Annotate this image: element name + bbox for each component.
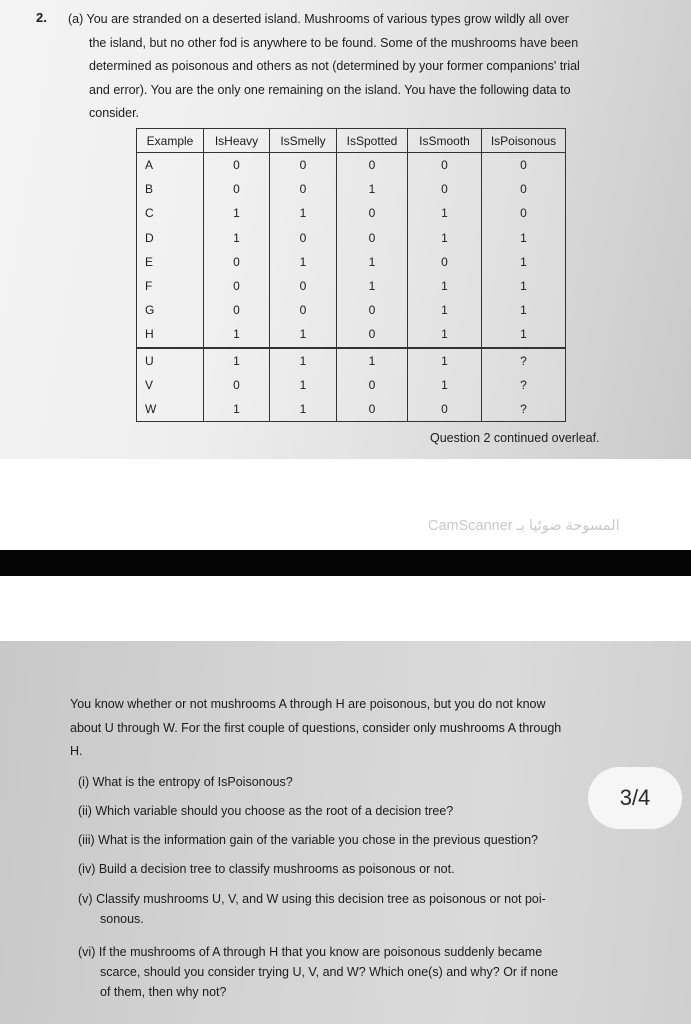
table-cell: 1 [482, 298, 566, 322]
sub-question-label: (i) [78, 775, 90, 789]
sub-question-i [78, 775, 293, 789]
table-cell: 0 [204, 373, 270, 397]
sub-question-label: (iii) [78, 833, 95, 847]
table-cell: 1 [337, 348, 408, 373]
table-cell: ? [482, 373, 566, 397]
table-cell: 0 [482, 153, 566, 178]
table-cell: 1 [270, 322, 337, 347]
table-cell: 1 [408, 274, 482, 298]
table-row [137, 274, 566, 298]
sub-question-label: (v) [78, 892, 93, 906]
question-part-a [68, 8, 628, 126]
table-cell: 0 [408, 250, 482, 274]
table-cell: 1 [337, 250, 408, 274]
table-cell: 1 [337, 274, 408, 298]
sub-question-label: (iv) [78, 862, 96, 876]
table-cell: 0 [204, 250, 270, 274]
table-cell: 0 [204, 153, 270, 178]
sub-question-iv [78, 862, 455, 876]
table-header-row [137, 129, 566, 153]
example-label-cell: D [137, 226, 204, 250]
table-row [137, 153, 566, 178]
table-cell: 1 [482, 322, 566, 347]
table-header: IsSpotted [337, 129, 408, 153]
example-label-cell: U [137, 348, 204, 373]
camscanner-watermark: CamScanner المسوحة ضوئيا بـ [428, 518, 620, 534]
table-row [137, 298, 566, 322]
table-cell: ? [482, 348, 566, 373]
question-text-line: the island, but no other fod is anywhere to be found. Some of the mushrooms have been [89, 35, 579, 50]
table-cell: 1 [408, 226, 482, 250]
table-cell: 0 [270, 153, 337, 178]
table-cell: 1 [270, 373, 337, 397]
table-cell: 1 [482, 226, 566, 250]
table-cell: 0 [270, 274, 337, 298]
table-cell: 1 [408, 201, 482, 225]
sub-question-continuation: sonous. [100, 912, 144, 926]
example-label-cell: H [137, 322, 204, 347]
table-row [137, 226, 566, 250]
table-row [137, 201, 566, 225]
table-cell: 1 [270, 250, 337, 274]
intro-text-line: H. [70, 744, 83, 758]
table-cell: 0 [337, 373, 408, 397]
table-cell: 0 [337, 201, 408, 225]
table-cell: 1 [204, 397, 270, 422]
example-label-cell: A [137, 153, 204, 178]
table-row [137, 397, 566, 422]
page-divider [0, 550, 691, 576]
question-number: 2. [36, 10, 47, 25]
sub-question-continuation: scarce, should you consider trying U, V, and W? Which one(s) and why? Or if none [100, 965, 559, 979]
table-cell: 1 [270, 348, 337, 373]
sub-question-text: Classify mushrooms U, V, and W using this decision tree as poisonous or not poi- [96, 892, 546, 906]
table-row [137, 322, 566, 347]
table-cell: 1 [482, 250, 566, 274]
table-cell: 0 [204, 274, 270, 298]
table-cell: 1 [204, 201, 270, 225]
scanned-page-top [0, 0, 691, 459]
table-row [137, 348, 566, 373]
sub-question-text: Build a decision tree to classify mushrooms as poisonous or not. [98, 862, 455, 876]
sub-question-text: Which variable should you choose as the root of a decision tree? [95, 804, 454, 818]
table-cell: 0 [270, 298, 337, 322]
table-header: IsPoisonous [482, 129, 566, 153]
table-cell: 0 [408, 153, 482, 178]
page-number-badge: 3/4 [588, 767, 682, 829]
table-body [137, 153, 566, 422]
table-row [137, 177, 566, 201]
intro-text-line: about U through W. For the first couple of questions, consider only mushrooms A through [70, 720, 562, 735]
sub-question-text: If the mushrooms of A through H that you know are poisonous suddenly became [98, 945, 543, 959]
table-cell: 1 [482, 274, 566, 298]
sub-question-ii [78, 804, 453, 818]
example-label-cell: G [137, 298, 204, 322]
table-header: Example [137, 129, 204, 153]
table-cell: 0 [482, 177, 566, 201]
example-label-cell: C [137, 201, 204, 225]
example-label-cell: B [137, 177, 204, 201]
sub-question-label: (vi) [78, 945, 96, 959]
example-label-cell: W [137, 397, 204, 422]
continued-note: Question 2 continued overleaf. [430, 431, 600, 445]
table-cell: 1 [408, 322, 482, 347]
table-row [137, 250, 566, 274]
table-cell: 0 [337, 226, 408, 250]
question-text-line: (a) You are stranded on a deserted island. Mushrooms of various types grow wildly all over [68, 12, 569, 26]
intro-paragraph [70, 693, 630, 764]
mushroom-data-table [136, 128, 566, 422]
table-cell: 0 [337, 322, 408, 347]
table-cell: 0 [482, 201, 566, 225]
table-header: IsHeavy [204, 129, 270, 153]
table-cell: 1 [204, 226, 270, 250]
table-cell: 1 [408, 373, 482, 397]
table-cell: 0 [408, 177, 482, 201]
sub-question-label: (ii) [78, 804, 92, 818]
table-cell: 1 [270, 397, 337, 422]
table-header: IsSmooth [408, 129, 482, 153]
table-cell: 0 [270, 226, 337, 250]
table-cell: 1 [204, 322, 270, 347]
table-cell: 1 [408, 298, 482, 322]
table-cell: 0 [408, 397, 482, 422]
table-row [137, 373, 566, 397]
table-cell: 1 [204, 348, 270, 373]
example-label-cell: E [137, 250, 204, 274]
question-text-line: and error). You are the only one remaining on the island. You have the following data to [89, 82, 571, 97]
intro-text-line: You know whether or not mushrooms A through H are poisonous, but you do not know [70, 697, 546, 711]
sub-question-iii [78, 833, 538, 847]
question-text-line: determined as poisonous and others as not (determined by your former companions' trial [89, 59, 580, 74]
sub-question-vi [78, 945, 558, 999]
table-cell: 0 [270, 177, 337, 201]
sub-question-text: What is the entropy of IsPoisonous? [92, 775, 293, 789]
table-cell: 1 [270, 201, 337, 225]
table-cell: 0 [337, 298, 408, 322]
table-cell: ? [482, 397, 566, 422]
example-label-cell: V [137, 373, 204, 397]
question-text-line: consider. [89, 106, 140, 121]
table-cell: 1 [408, 348, 482, 373]
example-label-cell: F [137, 274, 204, 298]
table-cell: 0 [204, 177, 270, 201]
sub-question-v [78, 892, 546, 926]
table-cell: 0 [337, 397, 408, 422]
table-cell: 0 [204, 298, 270, 322]
table-cell: 0 [337, 153, 408, 178]
table-header: IsSmelly [270, 129, 337, 153]
table-cell: 1 [337, 177, 408, 201]
scanned-page-bottom [0, 641, 691, 1024]
sub-question-continuation: of them, then why not? [100, 985, 227, 999]
sub-question-text: What is the information gain of the variable you chose in the previous question? [98, 833, 538, 847]
